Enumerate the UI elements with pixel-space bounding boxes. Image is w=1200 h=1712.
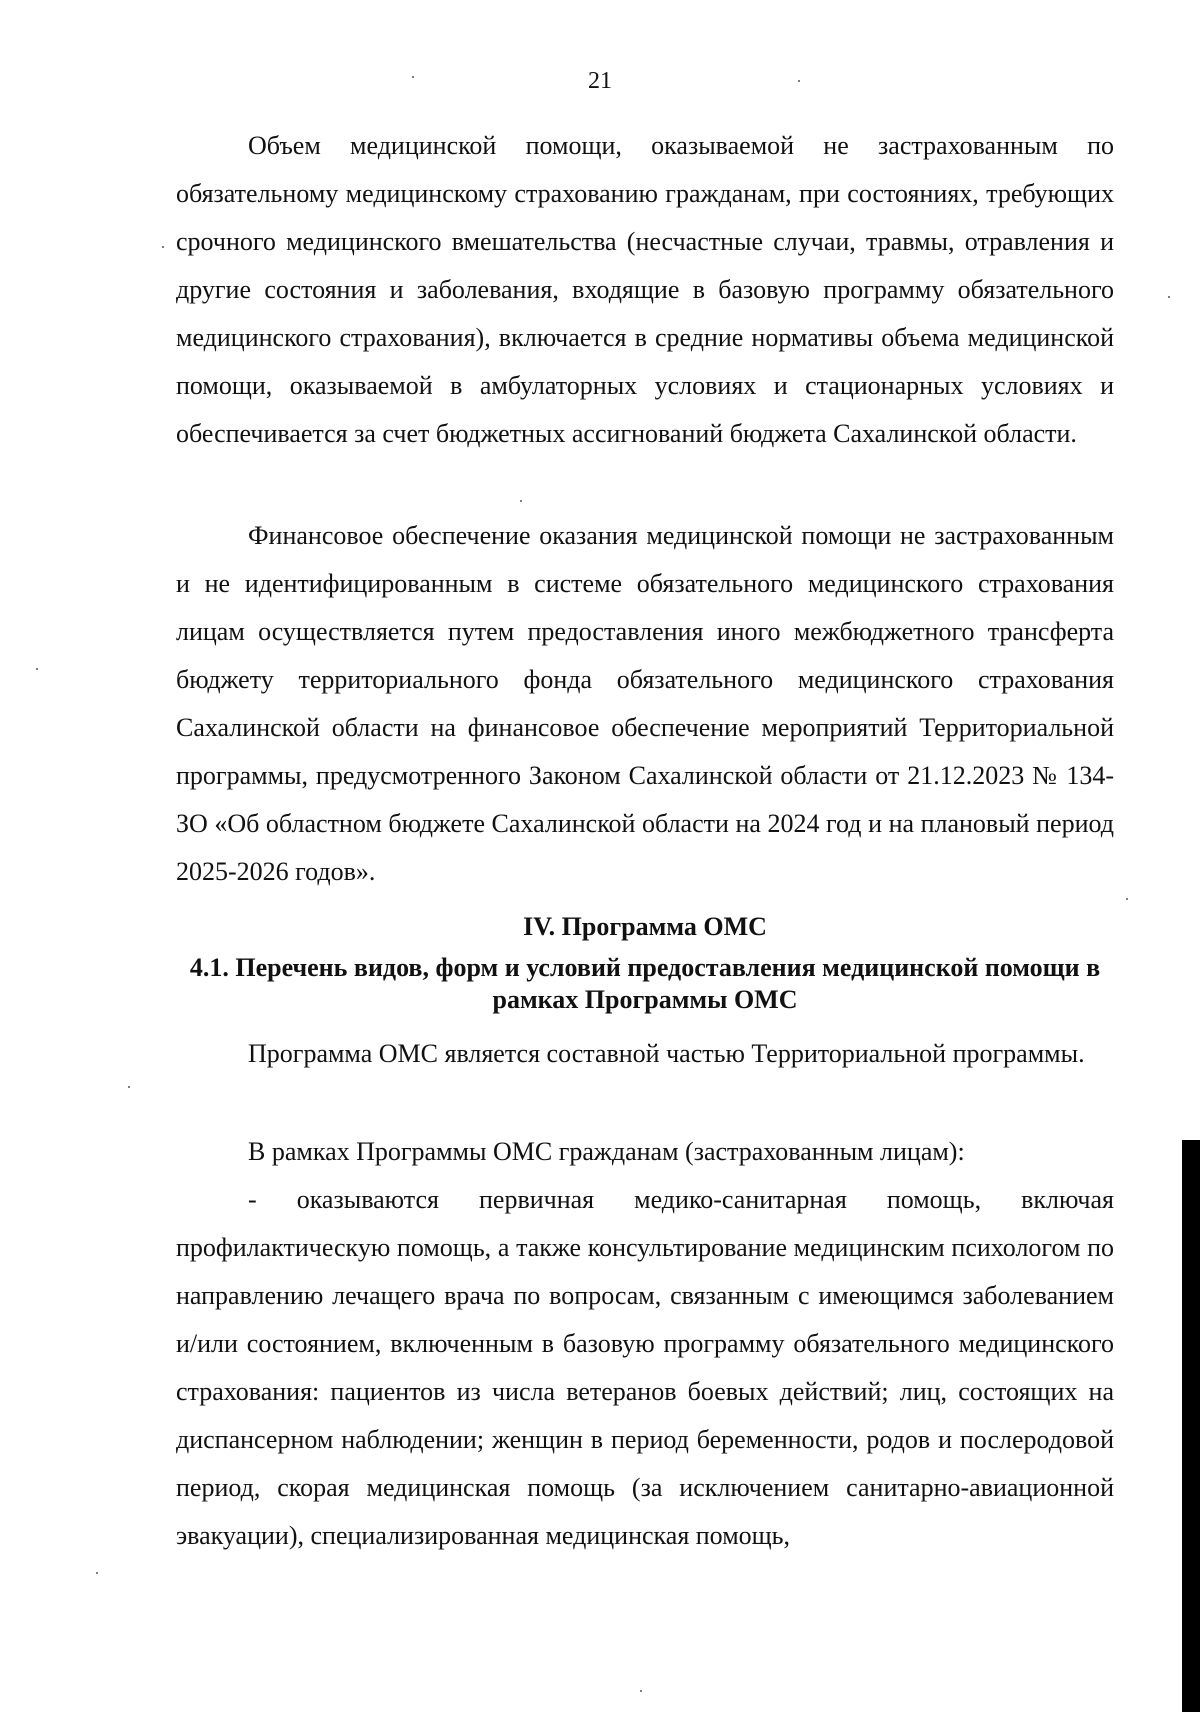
scan-speck: [520, 500, 522, 502]
scan-speck: [36, 668, 38, 670]
paragraph-uninsured-care-financing: Финансовое обеспечение оказания медицинской помощи не застрахованным и не идентифицированным в системе обязательного медицинского страхования лицам осуществляется путем предоставления иного межбюджетного трансферта бюджету территориального фонда обязательного медицинского страхования Сахалинской области на финансовое обеспечение мероприятий Территориальной программы, предусмотренного Законом Сахалинской области от 21.12.2023 № 134-ЗО «Об областном бюджете Сахалинской области на 2024 год и на плановый период 2025-2026 годов».: [176, 521, 1114, 886]
scan-speck: [1168, 296, 1170, 298]
scan-speck: [412, 76, 414, 78]
scan-speck: [128, 1086, 130, 1088]
section-heading: IV. Программа ОМС: [523, 912, 767, 941]
paragraph-oms-care-types: - оказываются первичная медико-санитарная помощь, включая профилактическую помощь, а также консультирование медицинским психологом по направлению лечащего врача по вопросам, связанным с имеющимся заболеванием и/или состоянием, включенным в базовую программу обязательного медицинского страхования: пациентов из числа ветеранов боевых действий; лиц, состоящих на диспансерном наблюдении; женщин в период беременности, родов и послеродовой период, скорая медицинская помощь (за исключением санитарно-авиационной эвакуации), специализированная медицинская помощь,: [176, 1185, 1114, 1550]
scan-speck: [1126, 898, 1128, 900]
scan-speck: [640, 1690, 642, 1692]
scan-edge-bar: [1182, 1140, 1200, 1712]
scan-speck: [162, 246, 164, 248]
scan-speck: [96, 1572, 98, 1574]
paragraph-oms-program-part: Программа ОМС является составной частью Территориальной программы.: [248, 1039, 1085, 1068]
subsection-heading: 4.1. Перечень видов, форм и условий предоставления медицинской помощи в рамках Программы ОМС: [189, 953, 1101, 1014]
paragraph-oms-citizens-intro: В рамках Программы ОМС гражданам (застрахованным лицам):: [248, 1137, 965, 1166]
page-number: 21: [588, 68, 612, 94]
scan-speck: [798, 80, 800, 82]
paragraph-uninsured-care-volume: Объем медицинской помощи, оказываемой не застрахованным по обязательному медицинскому страхованию гражданам, при состояниях, требующих срочного медицинского вмешательства (несчастные случаи, травмы, отравления и другие состояния и заболевания, входящие в базовую программу обязательного медицинского страхования), включается в средние нормативы объема медицинской помощи, оказываемой в амбулаторных условиях и стационарных условиях и обеспечивается за счет бюджетных ассигнований бюджета Сахалинской области.: [176, 131, 1114, 448]
